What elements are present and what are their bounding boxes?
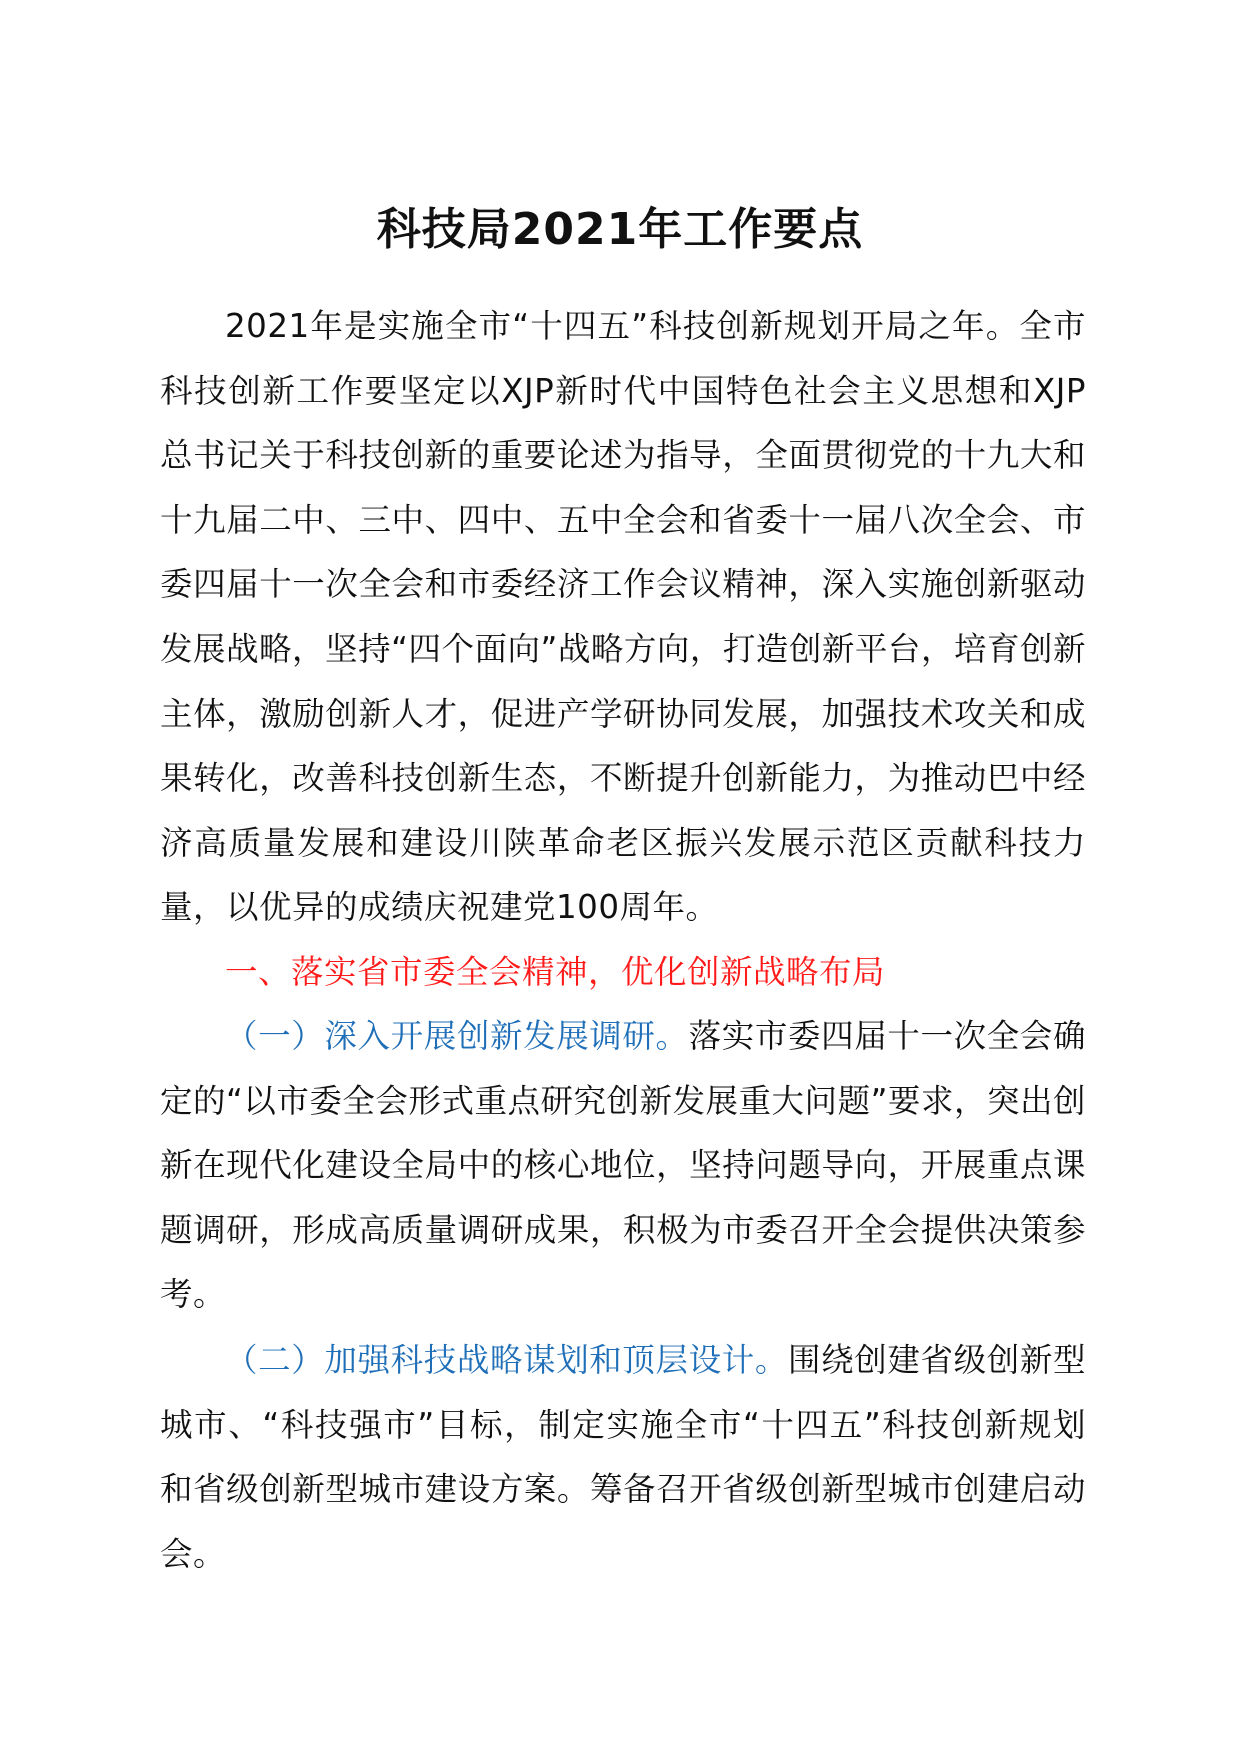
item-1-lead: （一）深入开展创新发展调研。: [225, 1017, 689, 1055]
item-1-text: 落实市委四届十一次全会确定的“以市委全会形式重点研究创新发展重大问题”要求，突出创新在现代化建设全局中的核心地位，坚持问题导向，开展重点课题调研，形成高质量调研成果，积极为市委召开全会提供决策参考。: [160, 1017, 1086, 1314]
item-2-text: 围绕创建省级创新型城市、“科技强市”目标，制定实施全市“十四五”科技创新规划和省级创新型城市建设方案。筹备召开省级创新型城市创建启动会。: [160, 1341, 1086, 1573]
item-2-lead: （二）加强科技战略谋划和顶层设计。: [225, 1341, 789, 1379]
section-item-1: [160, 1004, 1086, 1327]
section-item-2: [160, 1328, 1086, 1586]
section-heading: 一、落实省市委全会精神，优化创新战略布局: [225, 953, 886, 991]
intro-paragraph: 2021年是实施全市“十四五”科技创新规划开局之年。全市科技创新工作要坚定以XJP新时代中国特色社会主义思想和XJP总书记关于科技创新的重要论述为指导，全面贯彻党的十九大和十九届二中、三中、四中、五中全会和省委十一届八次全会、市委四届十一次全会和市委经济工作会议精神，深入实施创新驱动发展战略，坚持“四个面向”战略方向，打造创新平台，培育创新主体，激励创新人才，促进产学研协同发展，加强技术攻关和成果转化，改善科技创新生态，不断提升创新能力，为推动巴中经济高质量发展和建设川陕革命老区振兴发展示范区贡献科技力量，以优异的成绩庆祝建党100周年。: [160, 307, 1086, 927]
document-title: 科技局2021年工作要点: [376, 204, 864, 255]
